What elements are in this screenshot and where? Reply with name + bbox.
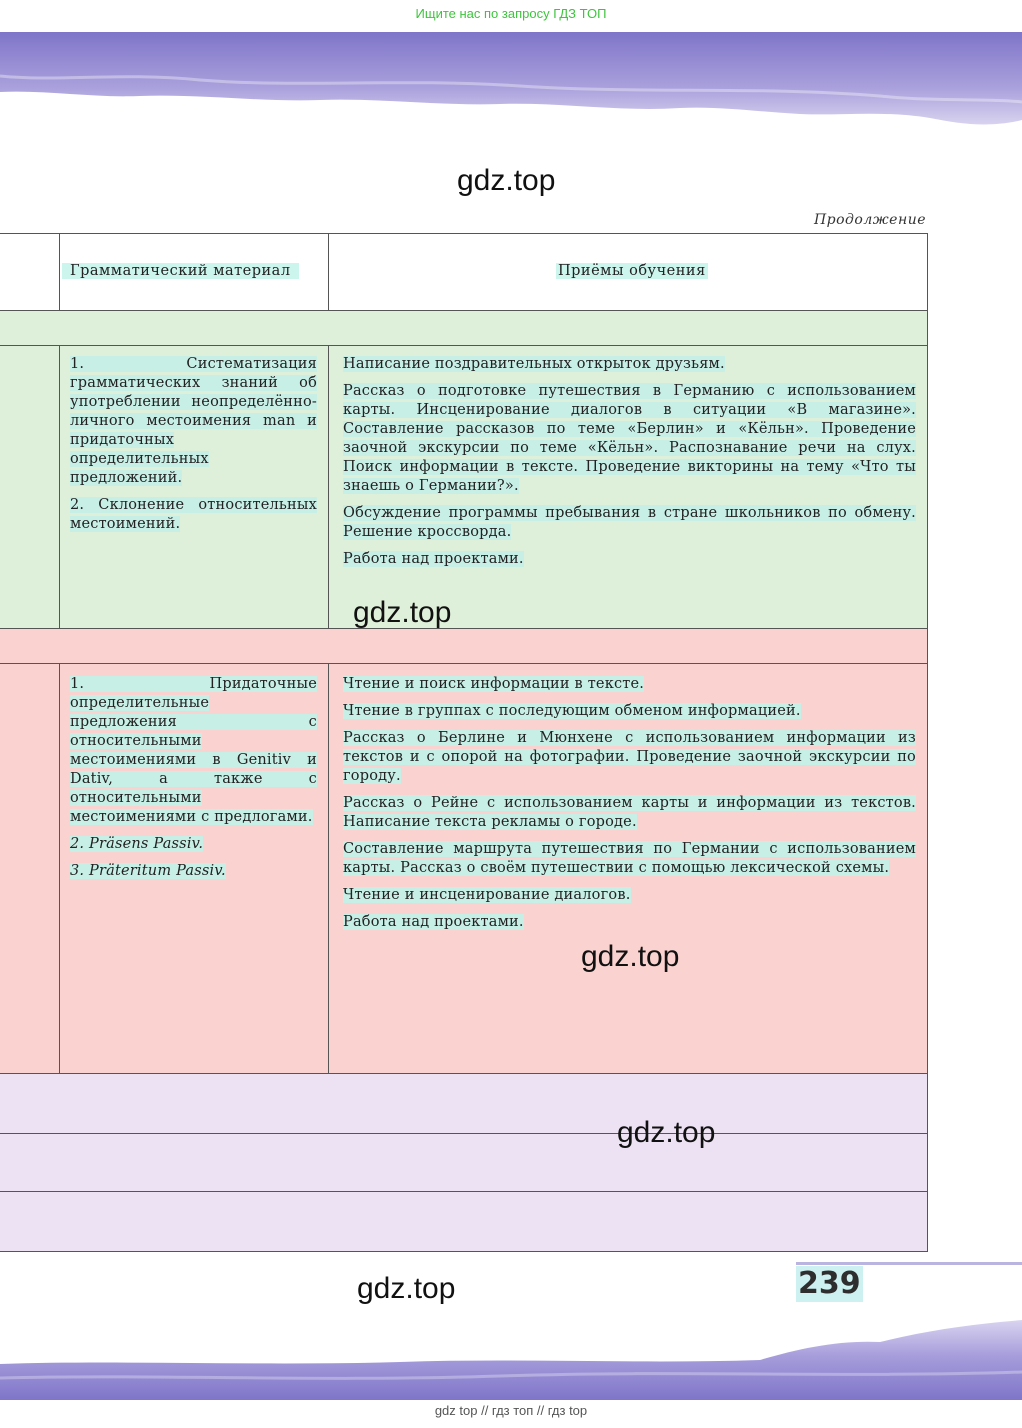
green-methods-cell (343, 355, 916, 577)
watermark: gdz.top (353, 596, 452, 629)
pink-grammar-cell (70, 675, 317, 889)
list-item: Составление маршрута путешествия по Германии с использованием карты. Рассказ о своём путешествии с помощью лексической схемы. (343, 841, 916, 876)
watermark: gdz.top (457, 164, 556, 197)
list-item: Рассказ о Берлине и Мюнхене с использованием информации из текстов и с опорой на фотографии. Проведение заочной экскурсии по городу. (343, 730, 916, 784)
list-item: 3. Präteritum Passiv. (70, 863, 226, 879)
section-purple (0, 1073, 928, 1252)
curriculum-table (0, 233, 928, 1252)
list-item: Чтение и поиск информации в тексте. (343, 676, 645, 692)
bottom-banner (0, 1318, 1022, 1400)
table-header-row (0, 233, 928, 310)
green-grammar-cell (70, 355, 317, 542)
continuation-label: Продолжение (813, 212, 926, 228)
page-number-rule (796, 1262, 1022, 1265)
list-item: Чтение и инсценирование диалогов. (343, 887, 631, 903)
list-item: Обсуждение программы пребывания в стране школьников по обмену. Решение кроссворда. (343, 505, 916, 540)
list-item: 2. Склонение относительных местоимений. (70, 497, 317, 532)
list-item: 2. Präsens Passiv. (70, 836, 204, 852)
list-item: Рассказ о Рейне с использованием карты и информации из текстов. Написание текста рекламы о городе. (343, 795, 916, 830)
list-item: 1. Систематизация грамматических знаний об употреблении неопределённо-личного местоимения man и придаточных определительных предложений. (70, 356, 317, 486)
list-item: Чтение в группах с последующим обменом информацией. (343, 703, 801, 719)
pink-methods-cell (343, 675, 916, 940)
list-item: Написание поздравительных открыток друзьям. (343, 356, 725, 372)
header-grammar: Грамматический материал (62, 263, 299, 279)
watermark: gdz.top (581, 940, 680, 973)
watermark: gdz.top (617, 1116, 716, 1149)
search-hint: Ищите нас по запросу ГДЗ ТОП (415, 6, 607, 21)
top-banner (0, 32, 1022, 132)
header-methods: Приёмы обучения (558, 263, 706, 279)
list-item: Работа над проектами. (343, 914, 524, 930)
list-item: Работа над проектами. (343, 551, 524, 567)
list-item: 1. Придаточные определительные предложения с относительными местоимениями в Genitiv и Dativ, а также с относительными местоимениями с предлогами. (70, 676, 317, 825)
watermark: gdz.top (357, 1272, 456, 1305)
list-item: Рассказ о подготовке путешествия в Германию с использованием карты. Инсценирование диалогов в ситуации «В магазине». Составление рассказов по теме «Берлин» и «Кёльн». Проведение заочной экскурсии по теме «Кёльн». Распознавание речи на слух. Поиск информации в тексте. Проведение викторины на тему «Что ты знаешь о Германии?». (343, 383, 916, 494)
footer-links: gdz top // гдз топ // гдз top (434, 1403, 588, 1418)
page-number: 239 (798, 1266, 861, 1301)
